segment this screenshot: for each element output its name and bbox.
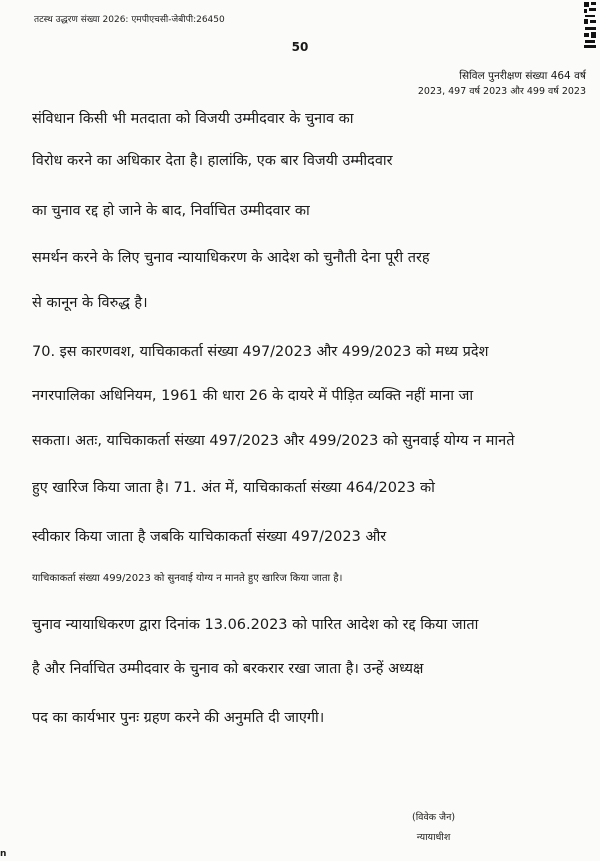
judge-name: (विवेक जैन) [412,812,456,823]
body-line: याचिकाकर्ता संख्या 499/2023 को सुनवाई योग्य न मानते हुए खारिज किया जाता है। [32,573,343,584]
body-line: समर्थन करने के लिए चुनाव न्यायाधिकरण के आदेश को चुनौती देना पूरी तरह [32,250,430,266]
body-line: 70. इस कारणवश, याचिकाकर्ता संख्या 497/2023 और 499/2023 को मध्य प्रदेश [32,344,489,360]
case-title-line-2: 2023, 497 वर्ष 2023 और 499 वर्ष 2023 [417,86,586,97]
body-line: विरोध करने का अधिकार देता है। हालांकि, एक बार विजयी उम्मीदवार [32,153,393,169]
body-line: संविधान किसी भी मतदाता को विजयी उम्मीदवार के चुनाव का [32,111,354,127]
signature-block [412,808,455,848]
body-line: का चुनाव रद्द हो जाने के बाद, निर्वाचित उम्मीदवार का [32,203,310,219]
body-line: है और निर्वाचित उम्मीदवार के चुनाव को बरकरार रखा जाता है। उन्हें अध्यक्ष [32,661,424,677]
body-line: सकता। अतः, याचिकाकर्ता संख्या 497/2023 और 499/2023 को सुनवाई योग्य न मानते [32,433,515,449]
case-title [418,68,586,100]
body-line: नगरपालिका अधिनियम, 1961 की धारा 26 के दायरे में पीड़ित व्यक्ति नहीं माना जा [32,388,474,404]
corner-mark: n [0,849,7,859]
case-title-line-1: सिविल पुनरीक्षण संख्या 464 वर्ष [459,70,586,82]
neutral-citation: तटस्थ उद्धरण संख्या 2026: एमपीएचसी-जेबीपी:26450 [34,15,225,25]
body-line: से कानून के विरुद्ध है। [32,295,148,311]
body-line: हुए खारिज किया जाता है। 71. अंत में, याचिकाकर्ता संख्या 464/2023 को [32,480,435,496]
body-line: पद का कार्यभार पुनः ग्रहण करने की अनुमति दी जाएगी। [32,710,325,726]
judge-designation: न्यायाधीश [416,832,451,843]
body-line: चुनाव न्यायाधिकरण द्वारा दिनांक 13.06.2023 को पारित आदेश को रद्द किया जाता [32,617,479,633]
body-line: स्वीकार किया जाता है जबकि याचिकाकर्ता संख्या 497/2023 और [32,529,387,545]
page-number: 50 [291,40,309,54]
